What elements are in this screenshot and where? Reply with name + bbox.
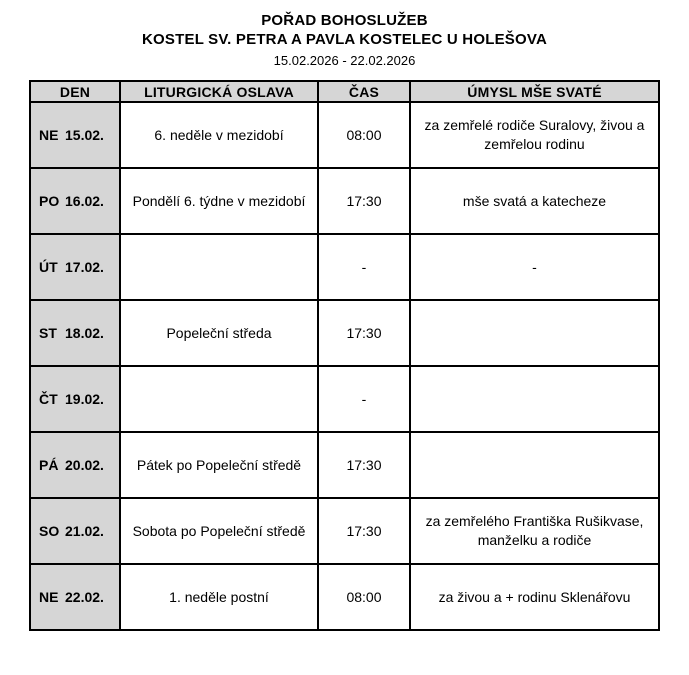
- table-row: [30, 366, 659, 432]
- day-abbrev: NE: [39, 126, 59, 143]
- time-cell: 08:00: [318, 102, 410, 168]
- day-date: 22.02.: [65, 588, 104, 605]
- column-header-cas: ČAS: [318, 81, 410, 102]
- day-date: 19.02.: [65, 390, 104, 407]
- celebration-cell: Popeleční středa: [120, 300, 318, 366]
- intention-cell: [410, 432, 659, 498]
- celebration-cell: Pondělí 6. týdne v mezidobí: [120, 168, 318, 234]
- celebration-cell: Pátek po Popeleční středě: [120, 432, 318, 498]
- time-cell: 17:30: [318, 300, 410, 366]
- celebration-cell: Sobota po Popeleční středě: [120, 498, 318, 564]
- day-date: 18.02.: [65, 324, 104, 341]
- table-row: [30, 234, 659, 300]
- day-date: 21.02.: [65, 522, 104, 539]
- day-date: 20.02.: [65, 456, 104, 473]
- day-abbrev: PÁ: [39, 456, 59, 473]
- table-row: [30, 168, 659, 234]
- table-row: [30, 564, 659, 630]
- date-range: 15.02.2026 - 22.02.2026: [273, 53, 416, 68]
- day-cell: [30, 564, 120, 630]
- column-header-den: DEN: [30, 81, 120, 102]
- day-abbrev: ÚT: [39, 258, 58, 275]
- day-abbrev: NE: [39, 588, 59, 605]
- day-date: 17.02.: [65, 258, 104, 275]
- intention-cell: [410, 300, 659, 366]
- celebration-cell: [120, 366, 318, 432]
- table-row: [30, 432, 659, 498]
- day-cell: [30, 432, 120, 498]
- day-abbrev: SO: [39, 522, 60, 539]
- celebration-cell: 1. neděle postní: [120, 564, 318, 630]
- document-title: POŘAD BOHOSLUŽEB: [261, 12, 428, 29]
- celebration-cell: [120, 234, 318, 300]
- table-row: [30, 102, 659, 168]
- time-cell: 17:30: [318, 498, 410, 564]
- intention-cell: za zemřelé rodiče Suralovy, živou a zemřelou rodinu: [410, 102, 659, 168]
- intention-cell: -: [410, 234, 659, 300]
- document-header: [0, 12, 689, 68]
- schedule-table: [29, 80, 660, 631]
- day-cell: [30, 300, 120, 366]
- day-cell: [30, 102, 120, 168]
- intention-cell: za zemřelého Františka Rušikvase, manželku a rodiče: [410, 498, 659, 564]
- table-row: [30, 300, 659, 366]
- day-abbrev: PO: [39, 192, 60, 209]
- day-abbrev: ST: [39, 324, 57, 341]
- column-header-umysl: ÚMYSL MŠE SVATÉ: [410, 81, 659, 102]
- intention-cell: [410, 366, 659, 432]
- column-header-liturgicka-oslava: LITURGICKÁ OSLAVA: [120, 81, 318, 102]
- time-cell: 17:30: [318, 168, 410, 234]
- document-subtitle: KOSTEL SV. PETRA A PAVLA KOSTELEC U HOLEŠOVA: [142, 31, 547, 48]
- day-abbrev: ČT: [39, 390, 58, 407]
- table-header-row: [30, 81, 659, 102]
- day-cell: [30, 498, 120, 564]
- day-cell: [30, 168, 120, 234]
- table-row: [30, 498, 659, 564]
- schedule-table-body: [30, 102, 659, 630]
- day-date: 15.02.: [65, 126, 104, 143]
- intention-cell: za živou a + rodinu Sklenářovu: [410, 564, 659, 630]
- time-cell: 17:30: [318, 432, 410, 498]
- intention-cell: mše svatá a katecheze: [410, 168, 659, 234]
- time-cell: 08:00: [318, 564, 410, 630]
- time-cell: -: [318, 234, 410, 300]
- time-cell: -: [318, 366, 410, 432]
- day-cell: [30, 234, 120, 300]
- day-date: 16.02.: [65, 192, 104, 209]
- day-cell: [30, 366, 120, 432]
- celebration-cell: 6. neděle v mezidobí: [120, 102, 318, 168]
